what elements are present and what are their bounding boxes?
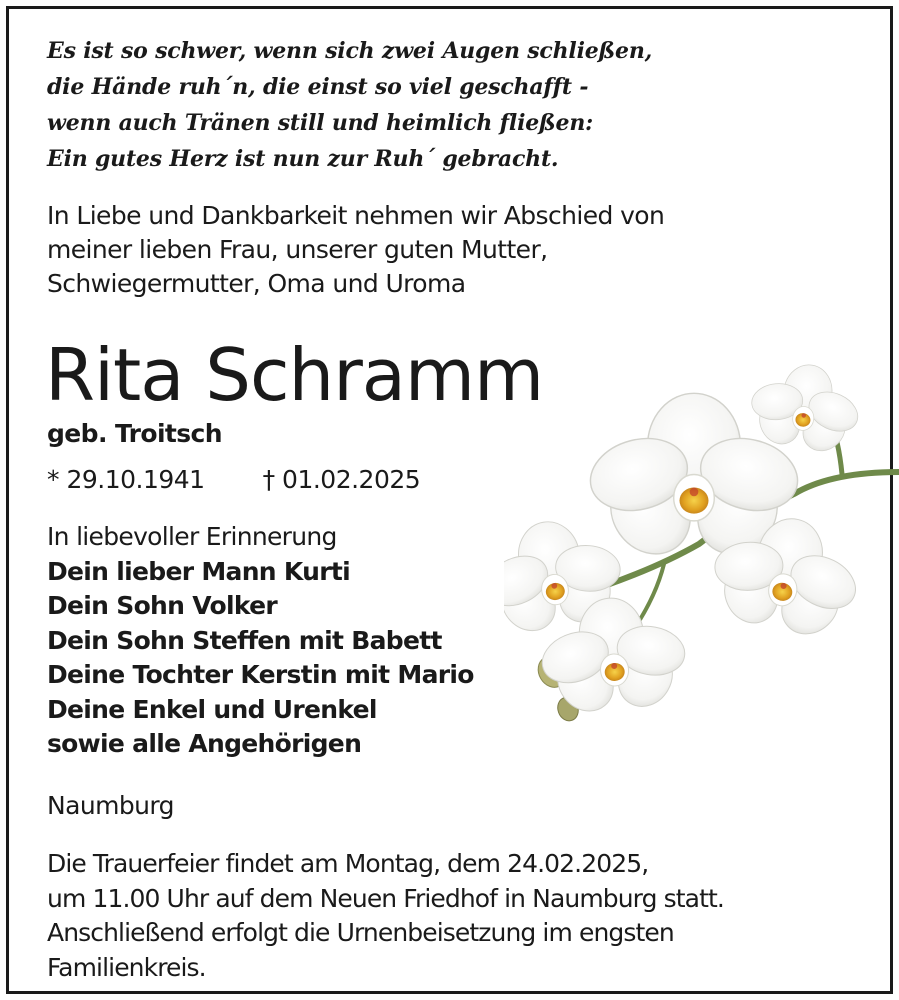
poem	[47, 33, 652, 177]
memory-heading: In liebevoller Erinnerung	[47, 522, 337, 551]
intro-line: In Liebe und Dankbarkeit nehmen wir Abschied von	[47, 201, 665, 230]
poem-line: Ein gutes Herz ist nun zur Ruh´ gebracht.	[47, 146, 559, 172]
life-dates	[47, 461, 420, 499]
ceremony-line: Die Trauerfeier findet am Montag, dem 24.02.2025,	[47, 849, 649, 878]
poem-line: wenn auch Tränen still und heimlich fließen:	[47, 110, 594, 136]
intro-line: Schwiegermutter, Oma und Uroma	[47, 269, 466, 298]
intro-text	[47, 199, 664, 301]
mourner-line: Deine Tochter Kerstin mit Mario	[47, 660, 474, 689]
ceremony-line: Anschließend erfolgt die Urnenbeisetzung im engsten	[47, 918, 674, 947]
ceremony-line: um 11.00 Uhr auf dem Neuen Friedhof in Naumburg statt.	[47, 883, 724, 913]
mourner-line: Dein Sohn Volker	[47, 591, 278, 620]
poem-line: die Hände ruh´n, die einst so viel geschafft -	[47, 74, 589, 100]
death-date: † 01.02.2025	[262, 465, 421, 494]
ceremony-line: Familienkreis.	[47, 952, 206, 982]
mourner-line: Dein lieber Mann Kurti	[47, 556, 350, 586]
mourner-line: Deine Enkel und Urenkel	[47, 694, 377, 724]
birth-date: * 29.10.1941	[47, 465, 205, 494]
memory-block	[47, 520, 474, 762]
poem-line: Es ist so schwer, wenn sich zwei Augen schließen,	[47, 38, 653, 64]
intro-line: meiner lieben Frau, unserer guten Mutter,	[47, 235, 548, 264]
mourner-line: sowie alle Angehörigen	[47, 729, 362, 758]
place: Naumburg	[47, 791, 174, 820]
deceased-name: Rita Schramm	[45, 333, 544, 417]
orchid-image	[504, 354, 899, 724]
maiden-name: geb. Troitsch	[47, 419, 222, 448]
obituary-frame	[6, 6, 893, 994]
mourner-line: Dein Sohn Steffen mit Babett	[47, 625, 442, 655]
ceremony-info	[47, 847, 724, 985]
